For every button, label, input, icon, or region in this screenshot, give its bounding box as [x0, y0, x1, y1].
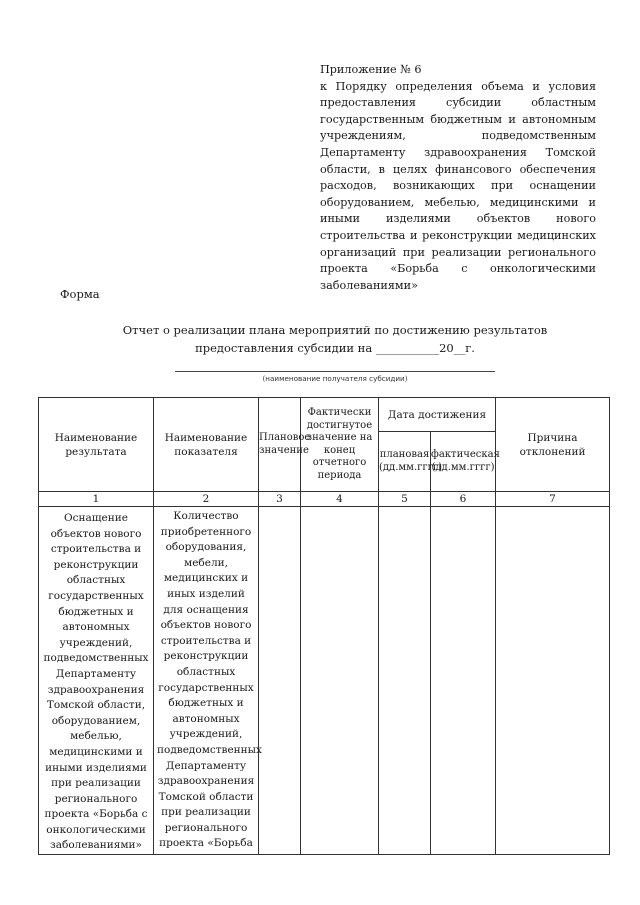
column-number: 3: [259, 492, 301, 507]
header-planned-date: плановая (дд.мм.гггг): [379, 432, 431, 492]
column-number: 6: [431, 492, 496, 507]
actual-value-cell[interactable]: [301, 507, 379, 855]
column-number: 7: [496, 492, 610, 507]
header-planned-value: Плановое значение: [259, 398, 301, 492]
recipient-caption: (наименование получателя субсидии): [262, 374, 408, 383]
report-title: [100, 321, 570, 357]
recipient-underline: [175, 371, 495, 372]
appendix-body: к Порядку определения объема и условия предоставления субсидии областным государственным бюджетным и автономным учреждениям, подведомственным Департаменту здравоохранения Томской области, в целях финансового обеспечения расходов, возникающих при оснащении оборудованием, мебелью, медицинскими и иными изделиями объектов нового строительства и реконструкции медицинских организаций при реализации регионального проекта «Борьба с онкологическими заболеваниями»: [320, 79, 596, 292]
column-number: 4: [301, 492, 379, 507]
column-number: 1: [39, 492, 154, 507]
result-cell: Оснащение объектов нового строительства и реконструкции областных государственных бюджетных и автономных учреждений, подведомственных Департаменту здравоохранения Томской области, оборудованием, мебелью, медицинскими и иными изделиями при реализации регионального проекта «Борьба с онкологическими заболеваниями»: [39, 507, 154, 855]
indicator-cell: Количество приобретенного оборудования, мебели, медицинских и иных изделий для оснащения объектов нового строительства и реконструкции областных государственных бюджетных и автономных учреждений, подведомственных Департаменту здравоохранения Томской области при реализации регионального проекта «Борьба: [154, 507, 259, 855]
column-number: 5: [379, 492, 431, 507]
planned-value-cell[interactable]: [259, 507, 301, 855]
actual-date-cell[interactable]: [431, 507, 496, 855]
deviation-reason-cell[interactable]: [496, 507, 610, 855]
header-indicator-name: Наименование показателя: [154, 398, 259, 492]
column-numbers-row: [39, 492, 610, 507]
table-row: [39, 507, 610, 855]
header-actual-date: фактическая (дд.мм.гггг): [431, 432, 496, 492]
header-result-name: Наименование результата: [39, 398, 154, 492]
appendix-title: Приложение № 6: [320, 63, 422, 76]
column-number: 2: [154, 492, 259, 507]
planned-date-cell[interactable]: [379, 507, 431, 855]
header-achievement-date: Дата достижения: [379, 398, 496, 432]
report-table: [38, 397, 610, 855]
appendix-block: [320, 62, 596, 294]
header-deviation-reason: Причина отклонений: [496, 398, 610, 492]
report-title-line2: предоставления субсидии на ___________20__г.: [195, 341, 475, 355]
header-actual-value: Фактически достигнутое значение на конец отчетного периода: [301, 398, 379, 492]
report-title-line1: Отчет о реализации плана мероприятий по достижению результатов: [122, 323, 548, 337]
form-label: Форма: [60, 287, 100, 301]
